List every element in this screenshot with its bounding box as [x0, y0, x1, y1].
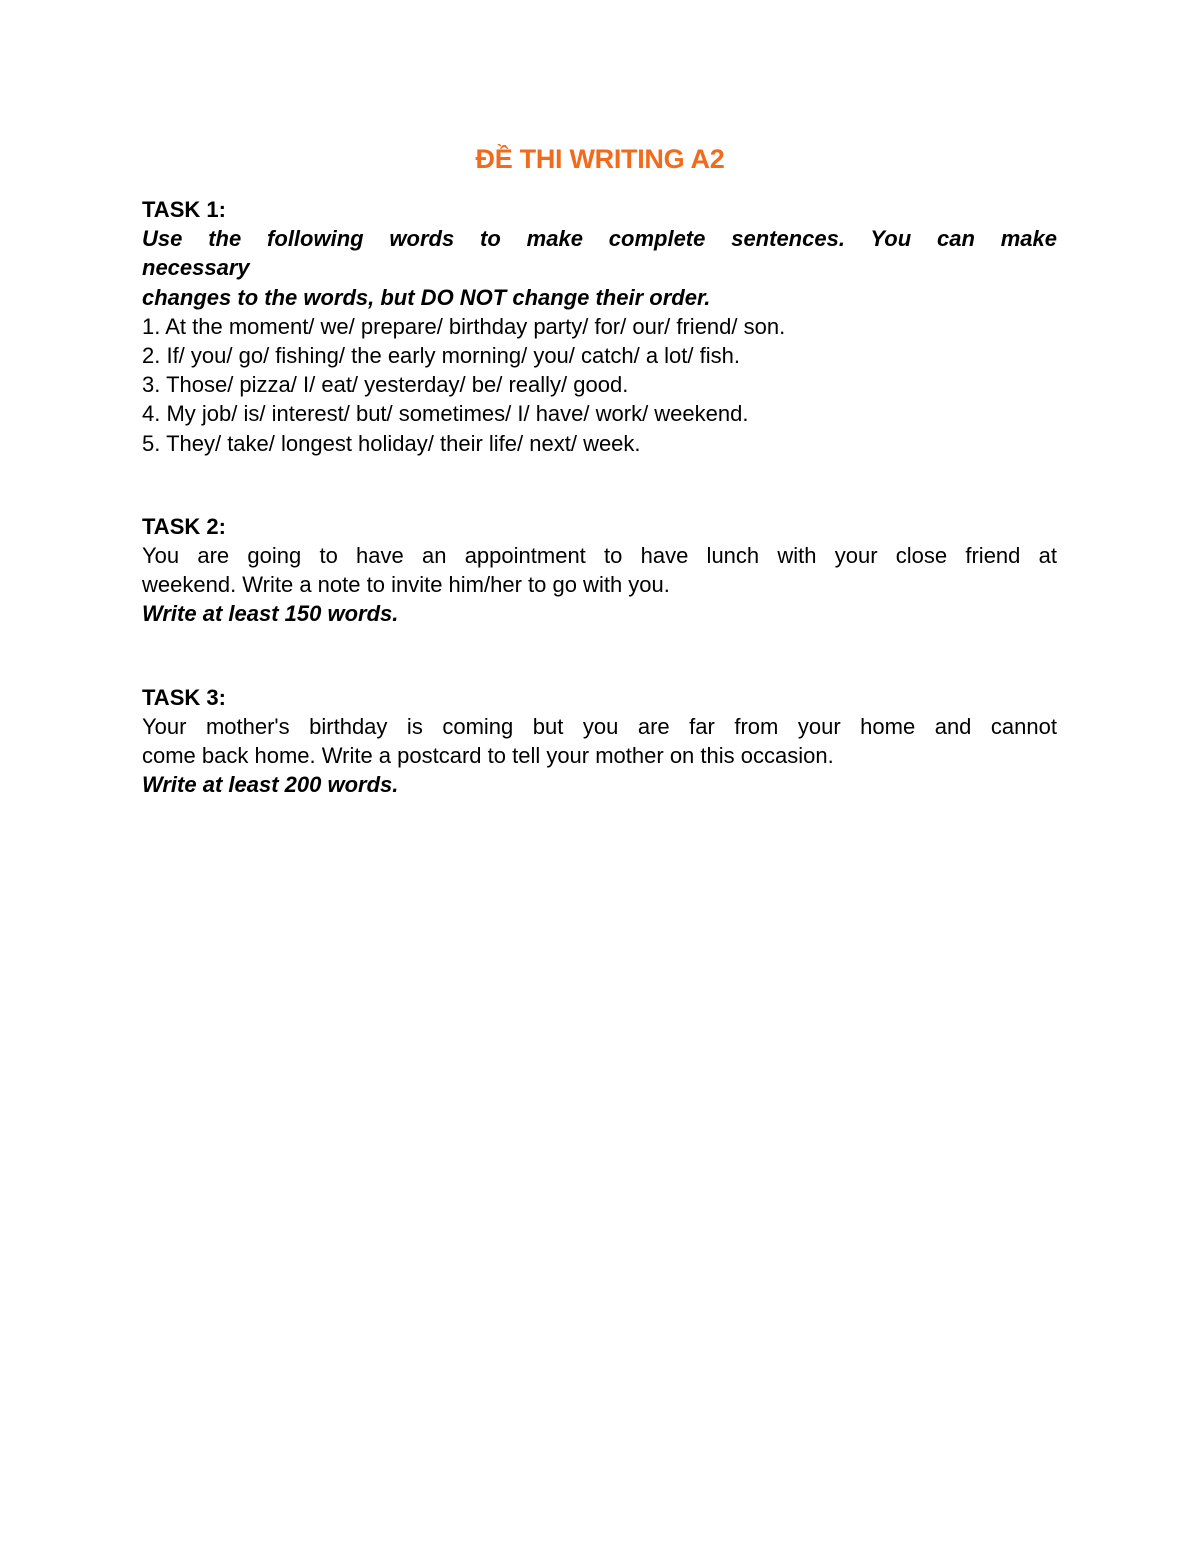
task-1-instruction-line-2: necessary — [142, 255, 250, 281]
task-1-section — [142, 195, 1057, 458]
task-1-heading: TASK 1: — [142, 197, 226, 222]
section-spacer — [142, 458, 1057, 512]
task-3-body-line-1: Your mother's birthday is coming but you are far from your home and cannot — [142, 713, 1057, 739]
task-2-body-line-2: weekend. Write a note to invite him/her to go with you. — [142, 572, 670, 598]
task-2-requirement: Write at least 150 words. — [142, 601, 399, 627]
page-title: ĐỀ THI WRITING A2 — [475, 144, 725, 174]
task-3-requirement: Write at least 200 words. — [142, 772, 399, 798]
task-3-section — [142, 683, 1057, 800]
section-spacer — [142, 629, 1057, 683]
task-1-instruction-line-3: changes to the words, but DO NOT change their order. — [142, 284, 711, 310]
task-3-body-line-2: come back home. Write a postcard to tell your mother on this occasion. — [142, 743, 834, 769]
task-1-item-5: 5. They/ take/ longest holiday/ their life/ next/ week. — [142, 430, 641, 456]
task-2-section — [142, 512, 1057, 629]
task-1-item-3: 3. Those/ pizza/ I/ eat/ yesterday/ be/ really/ good. — [142, 372, 629, 398]
task-3-heading: TASK 3: — [142, 684, 226, 710]
task-1-item-2: 2. If/ you/ go/ fishing/ the early morning/ you/ catch/ a lot/ fish. — [142, 343, 740, 369]
task-1-item-1: 1. At the moment/ we/ prepare/ birthday party/ for/ our/ friend/ son. — [142, 313, 786, 339]
task-2-heading: TASK 2: — [142, 513, 226, 539]
task-1-instruction-line-1: Use the following words to make complete sentences. You can make — [142, 226, 1057, 252]
task-2-body-line-1: You are going to have an appointment to have lunch with your close friend at — [142, 543, 1057, 569]
document-content — [142, 195, 1057, 799]
task-1-item-4: 4. My job/ is/ interest/ but/ sometimes/ I/ have/ work/ weekend. — [142, 401, 749, 427]
